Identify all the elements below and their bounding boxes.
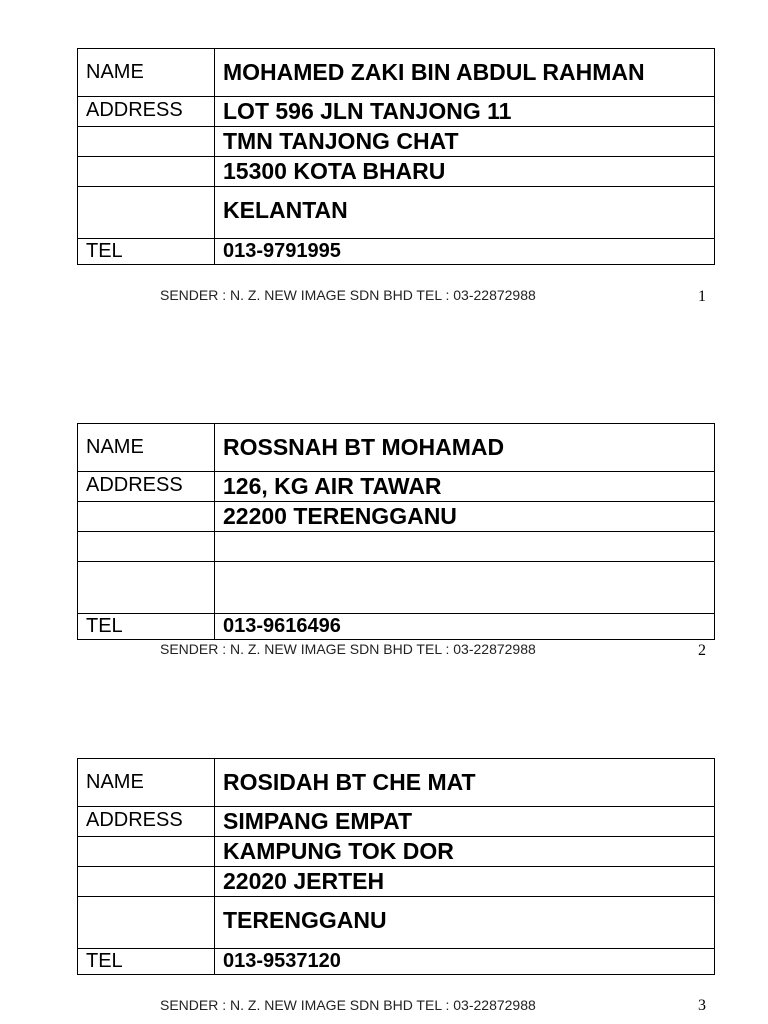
recipient-tel: 013-9616496 — [215, 614, 715, 640]
address-line-4: TERENGGANU — [215, 897, 715, 949]
address-key: ADDRESS — [78, 97, 215, 127]
address-line-2: 22200 TERENGGANU — [215, 502, 715, 532]
tel-key: TEL — [78, 239, 215, 265]
recipient-name: MOHAMED ZAKI BIN ABDUL RAHMAN — [215, 49, 715, 97]
address-line-1: 126, KG AIR TAWAR — [215, 472, 715, 502]
page-number: 3 — [698, 997, 706, 1014]
blank-key-cell — [78, 837, 215, 867]
sender-line: SENDER : N. Z. NEW IMAGE SDN BHD TEL : 03-22872988 — [160, 641, 536, 657]
blank-key-cell — [78, 502, 215, 532]
blank-key-cell — [78, 562, 215, 614]
tel-key: TEL — [78, 614, 215, 640]
blank-key-cell — [78, 897, 215, 949]
page-number: 1 — [698, 288, 706, 305]
blank-key-cell — [78, 157, 215, 187]
recipient-name: ROSIDAH BT CHE MAT — [215, 759, 715, 807]
recipient-tel: 013-9537120 — [215, 949, 715, 975]
page-number: 2 — [698, 642, 706, 659]
name-key: NAME — [78, 49, 215, 97]
recipient-tel: 013-9791995 — [215, 239, 715, 265]
blank-key-cell — [78, 867, 215, 897]
address-line-3 — [215, 532, 715, 562]
blank-key-cell — [78, 187, 215, 239]
name-key: NAME — [78, 424, 215, 472]
blank-key-cell — [78, 127, 215, 157]
sender-line: SENDER : N. Z. NEW IMAGE SDN BHD TEL : 03-22872988 — [160, 287, 536, 303]
tel-key: TEL — [78, 949, 215, 975]
address-line-4: KELANTAN — [215, 187, 715, 239]
address-line-1: LOT 596 JLN TANJONG 11 — [215, 97, 715, 127]
address-line-2: KAMPUNG TOK DOR — [215, 837, 715, 867]
recipient-name: ROSSNAH BT MOHAMAD — [215, 424, 715, 472]
address-line-3: 15300 KOTA BHARU — [215, 157, 715, 187]
address-key: ADDRESS — [78, 807, 215, 837]
address-table — [77, 423, 715, 640]
address-key: ADDRESS — [78, 472, 215, 502]
address-line-4 — [215, 562, 715, 614]
address-line-3: 22020 JERTEH — [215, 867, 715, 897]
name-key: NAME — [78, 759, 215, 807]
address-table — [77, 758, 715, 975]
blank-key-cell — [78, 532, 215, 562]
address-line-2: TMN TANJONG CHAT — [215, 127, 715, 157]
address-line-1: SIMPANG EMPAT — [215, 807, 715, 837]
sender-line: SENDER : N. Z. NEW IMAGE SDN BHD TEL : 03-22872988 — [160, 997, 536, 1013]
address-table — [77, 48, 715, 265]
